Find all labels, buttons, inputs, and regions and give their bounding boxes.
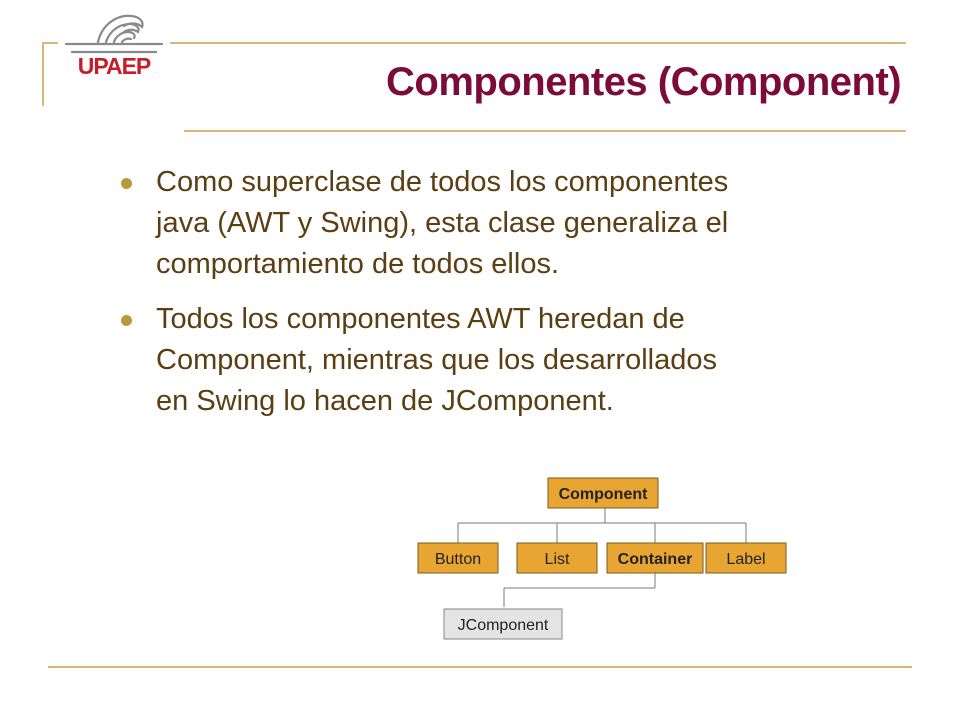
node-label-label: Label: [726, 551, 766, 568]
node-jcomponent-label: JComponent: [457, 617, 549, 634]
node-component: [548, 478, 658, 508]
node-button: [418, 543, 498, 573]
bullet-line: en Swing lo hacen de JComponent.: [156, 385, 614, 417]
frame-top-line: [42, 42, 906, 44]
node-jcomponent: [444, 609, 562, 639]
node-container: [607, 543, 703, 573]
bullet-line: java (AWT y Swing), esta clase generaliza el: [156, 207, 729, 239]
frame-left-line: [42, 42, 44, 106]
bullet-list: [118, 162, 858, 436]
upaep-logo: [58, 8, 170, 88]
bullet-text: [156, 299, 858, 422]
node-label: [706, 543, 786, 573]
node-container-label: Container: [617, 551, 693, 568]
node-list: [517, 543, 597, 573]
bullet-item: [118, 162, 858, 285]
bullet-dot-icon: [121, 315, 132, 326]
class-hierarchy-diagram: [410, 470, 800, 650]
bullet-text: [156, 162, 858, 285]
bullet-line: comportamiento de todos ellos.: [156, 248, 559, 280]
slide-title: Componentes (Component): [386, 60, 902, 104]
logo-text: UPAEP: [77, 53, 151, 79]
title-underline: [184, 130, 906, 132]
node-list-label: List: [544, 551, 570, 568]
node-component-label: Component: [558, 486, 648, 503]
bullet-dot-icon: [121, 178, 132, 189]
bullet-item: [118, 299, 858, 422]
bullet-line: Todos los componentes AWT heredan de: [156, 303, 685, 335]
bullet-line: Component, mientras que los desarrollados: [156, 344, 717, 376]
node-button-label: Button: [434, 551, 482, 568]
bullet-line: Como superclase de todos los componentes: [156, 166, 729, 198]
footer-line: [48, 666, 912, 668]
